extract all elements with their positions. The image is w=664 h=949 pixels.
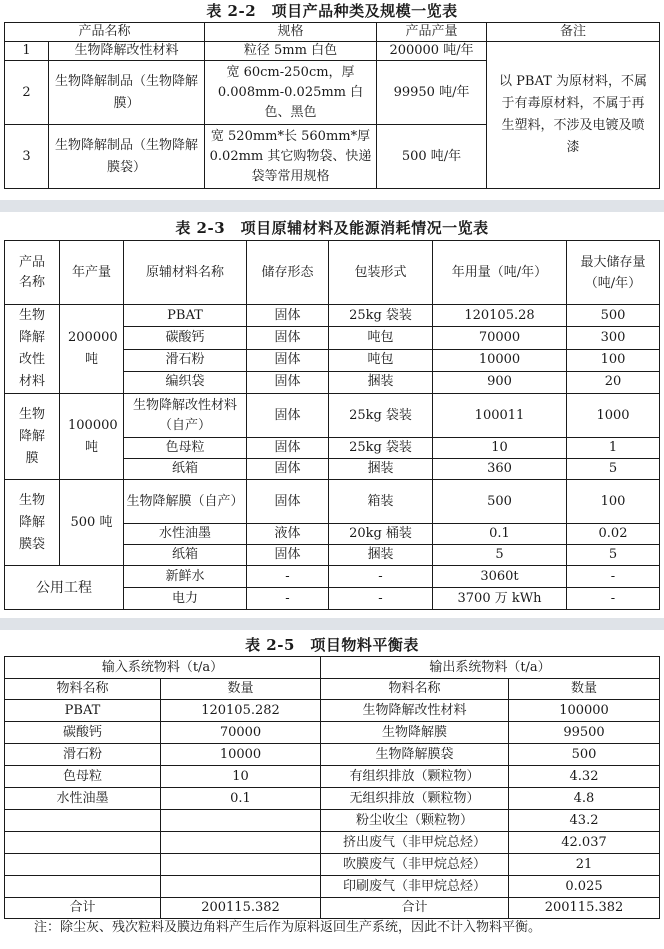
product-output: 99950 吨/年 bbox=[377, 61, 487, 125]
product-name: 生物降解改性材料 bbox=[5, 305, 60, 394]
material-name: 色母粒 bbox=[124, 438, 247, 459]
material-name: 编织袋 bbox=[124, 371, 247, 393]
output-name: 挤出废气（非甲烷总烃） bbox=[321, 832, 509, 854]
page-gap bbox=[0, 200, 664, 212]
table-row bbox=[5, 876, 660, 898]
col-header: 产品名称 bbox=[5, 23, 205, 42]
material-name: 新鲜水 bbox=[124, 566, 247, 588]
table-row bbox=[5, 722, 660, 744]
product-spec: 宽 520mm*长 560mm*厚 0.02mm 其它购物袋、快递袋等常用规格 bbox=[205, 125, 377, 189]
annual-use: 120105.28 bbox=[433, 305, 567, 327]
annual-use: 10000 bbox=[433, 349, 567, 371]
annual-use: 5 bbox=[433, 545, 567, 566]
storage-state: 液体 bbox=[247, 524, 329, 545]
row-number: 3 bbox=[5, 125, 49, 189]
annual-use: 900 bbox=[433, 371, 567, 393]
input-name bbox=[5, 854, 161, 876]
table-row bbox=[5, 305, 660, 327]
col-header: 数量 bbox=[161, 679, 321, 700]
storage-state: 固体 bbox=[247, 545, 329, 566]
col-header: 年产量 bbox=[60, 241, 124, 305]
table-row bbox=[5, 42, 660, 61]
table-row bbox=[5, 788, 660, 810]
input-qty: 70000 bbox=[161, 722, 321, 744]
packaging: 吨包 bbox=[329, 327, 433, 349]
storage-state: - bbox=[247, 566, 329, 588]
output-qty: 0.025 bbox=[509, 876, 660, 898]
storage-state: 固体 bbox=[247, 305, 329, 327]
remark-cell: 以 PBAT 为原材料，不属于有毒原材料，不属于再生塑料，不涉及电镀及喷漆 bbox=[487, 42, 660, 189]
table-row bbox=[5, 700, 660, 722]
annual-output: 200000 吨 bbox=[60, 305, 124, 394]
input-name bbox=[5, 832, 161, 854]
packaging: 捆装 bbox=[329, 371, 433, 393]
annual-use: 3060t bbox=[433, 566, 567, 588]
material-name: 纸箱 bbox=[124, 545, 247, 566]
input-qty: 10 bbox=[161, 766, 321, 788]
row-number: 1 bbox=[5, 42, 49, 61]
storage-state: 固体 bbox=[247, 394, 329, 438]
col-header: 产品产量 bbox=[377, 23, 487, 42]
col-header: 备注 bbox=[487, 23, 660, 42]
output-name: 粉尘收尘（颗粒物） bbox=[321, 810, 509, 832]
max-storage: 100 bbox=[567, 480, 660, 524]
packaging: 25kg 袋装 bbox=[329, 305, 433, 327]
col-header: 物料名称 bbox=[5, 679, 161, 700]
row-number: 2 bbox=[5, 61, 49, 125]
table-2-5-section bbox=[4, 632, 660, 948]
packaging: 25kg 袋装 bbox=[329, 394, 433, 438]
material-name: PBAT bbox=[124, 305, 247, 327]
footnote: 注：除尘灰、残次粒料及膜边角料产生后作为原料返回生产系统，因此不计入物料平衡。 bbox=[34, 920, 542, 935]
col-header: 最大储存量（吨/年） bbox=[567, 241, 660, 305]
annual-use: 70000 bbox=[433, 327, 567, 349]
material-name: 电力 bbox=[124, 588, 247, 610]
table-row bbox=[5, 394, 660, 438]
output-qty: 500 bbox=[509, 744, 660, 766]
col-header: 数量 bbox=[509, 679, 660, 700]
input-qty bbox=[161, 832, 321, 854]
input-total: 200115.382 bbox=[161, 898, 321, 919]
material-name: 生物降解改性材料（自产） bbox=[124, 394, 247, 438]
table-2-3-title: 表 2-3 项目原辅材料及能源消耗情况一览表 bbox=[175, 219, 489, 237]
annual-output: 100000 吨 bbox=[60, 394, 124, 480]
storage-state: 固体 bbox=[247, 438, 329, 459]
storage-state: 固体 bbox=[247, 371, 329, 393]
input-qty bbox=[161, 854, 321, 876]
page-gap bbox=[0, 618, 664, 630]
storage-state: 固体 bbox=[247, 480, 329, 524]
max-storage: 0.02 bbox=[567, 524, 660, 545]
material-name: 滑石粉 bbox=[124, 349, 247, 371]
storage-state: 固体 bbox=[247, 327, 329, 349]
packaging: 捆装 bbox=[329, 545, 433, 566]
table-row bbox=[5, 480, 660, 524]
col-header: 储存形态 bbox=[247, 241, 329, 305]
table-row bbox=[5, 854, 660, 876]
table-2-2-title: 表 2-2 项目产品种类及规模一览表 bbox=[206, 2, 458, 20]
product-spec: 粒径 5mm 白色 bbox=[205, 42, 377, 61]
table-row bbox=[5, 566, 660, 588]
total-label: 合计 bbox=[5, 898, 161, 919]
max-storage: - bbox=[567, 566, 660, 588]
packaging: 25kg 袋装 bbox=[329, 438, 433, 459]
material-name: 生物降解膜（自产） bbox=[124, 480, 247, 524]
max-storage: 5 bbox=[567, 459, 660, 480]
packaging: 吨包 bbox=[329, 349, 433, 371]
max-storage: 300 bbox=[567, 327, 660, 349]
annual-output: 500 吨 bbox=[60, 480, 124, 566]
input-name: 水性油墨 bbox=[5, 788, 161, 810]
material-name: 水性油墨 bbox=[124, 524, 247, 545]
annual-use: 0.1 bbox=[433, 524, 567, 545]
product-name: 生物降解膜袋 bbox=[5, 480, 60, 566]
table-2-3-section bbox=[4, 214, 660, 618]
col-header: 规格 bbox=[205, 23, 377, 42]
max-storage: 5 bbox=[567, 545, 660, 566]
table-2-5 bbox=[4, 656, 660, 919]
input-name bbox=[5, 810, 161, 832]
storage-state: - bbox=[247, 588, 329, 610]
input-name: 碳酸钙 bbox=[5, 722, 161, 744]
output-name: 生物降解膜 bbox=[321, 722, 509, 744]
max-storage: 20 bbox=[567, 371, 660, 393]
col-header: 年用量（吨/年） bbox=[433, 241, 567, 305]
output-qty: 42.037 bbox=[509, 832, 660, 854]
annual-use: 500 bbox=[433, 480, 567, 524]
product-name: 生物降解制品（生物降解膜袋） bbox=[49, 125, 205, 189]
product-output: 200000 吨/年 bbox=[377, 42, 487, 61]
utility-label: 公用工程 bbox=[5, 566, 124, 610]
table-2-3 bbox=[4, 240, 660, 610]
product-output: 500 吨/年 bbox=[377, 125, 487, 189]
col-header: 物料名称 bbox=[321, 679, 509, 700]
table-row bbox=[5, 766, 660, 788]
output-name: 无组织排放（颗粒物） bbox=[321, 788, 509, 810]
storage-state: 固体 bbox=[247, 349, 329, 371]
annual-use: 3700 万 kWh bbox=[433, 588, 567, 610]
output-name: 生物降解改性材料 bbox=[321, 700, 509, 722]
col-header: 产品名称 bbox=[5, 241, 60, 305]
total-label: 合计 bbox=[321, 898, 509, 919]
packaging: 捆装 bbox=[329, 459, 433, 480]
col-header: 原辅材料名称 bbox=[124, 241, 247, 305]
storage-state: 固体 bbox=[247, 459, 329, 480]
material-name: 碳酸钙 bbox=[124, 327, 247, 349]
output-name: 有组织排放（颗粒物） bbox=[321, 766, 509, 788]
input-name: PBAT bbox=[5, 700, 161, 722]
table-2-5-title: 表 2-5 项目物料平衡表 bbox=[245, 636, 419, 654]
material-name: 纸箱 bbox=[124, 459, 247, 480]
input-qty: 120105.282 bbox=[161, 700, 321, 722]
product-name: 生物降解改性材料 bbox=[49, 42, 205, 61]
table-2-2-section bbox=[4, 0, 660, 200]
input-qty bbox=[161, 810, 321, 832]
output-qty: 99500 bbox=[509, 722, 660, 744]
annual-use: 360 bbox=[433, 459, 567, 480]
max-storage: 100 bbox=[567, 349, 660, 371]
output-qty: 100000 bbox=[509, 700, 660, 722]
annual-use: 10 bbox=[433, 438, 567, 459]
product-name: 生物降解制品（生物降解膜） bbox=[49, 61, 205, 125]
max-storage: 500 bbox=[567, 305, 660, 327]
packaging: - bbox=[329, 588, 433, 610]
output-qty: 4.8 bbox=[509, 788, 660, 810]
max-storage: - bbox=[567, 588, 660, 610]
input-name bbox=[5, 876, 161, 898]
packaging: 20kg 桶装 bbox=[329, 524, 433, 545]
input-name: 色母粒 bbox=[5, 766, 161, 788]
packaging: 箱装 bbox=[329, 480, 433, 524]
table-2-2 bbox=[4, 22, 660, 189]
output-header: 输出系统物料（t/a） bbox=[321, 657, 660, 679]
annual-use: 100011 bbox=[433, 394, 567, 438]
output-total: 200115.382 bbox=[509, 898, 660, 919]
packaging: - bbox=[329, 566, 433, 588]
table-row bbox=[5, 832, 660, 854]
product-spec: 宽 60cm-250cm，厚 0.008mm-0.025mm 白色、黑色 bbox=[205, 61, 377, 125]
output-qty: 43.2 bbox=[509, 810, 660, 832]
output-name: 吹膜废气（非甲烷总烃） bbox=[321, 854, 509, 876]
table-row bbox=[5, 810, 660, 832]
output-qty: 4.32 bbox=[509, 766, 660, 788]
table-row bbox=[5, 744, 660, 766]
input-name: 滑石粉 bbox=[5, 744, 161, 766]
output-qty: 21 bbox=[509, 854, 660, 876]
input-qty: 10000 bbox=[161, 744, 321, 766]
col-header: 包装形式 bbox=[329, 241, 433, 305]
input-qty: 0.1 bbox=[161, 788, 321, 810]
output-name: 生物降解膜袋 bbox=[321, 744, 509, 766]
max-storage: 1000 bbox=[567, 394, 660, 438]
input-header: 输入系统物料（t/a） bbox=[5, 657, 321, 679]
input-qty bbox=[161, 876, 321, 898]
max-storage: 1 bbox=[567, 438, 660, 459]
total-row bbox=[5, 898, 660, 919]
output-name: 印刷废气（非甲烷总烃） bbox=[321, 876, 509, 898]
product-name: 生物降解膜 bbox=[5, 394, 60, 480]
